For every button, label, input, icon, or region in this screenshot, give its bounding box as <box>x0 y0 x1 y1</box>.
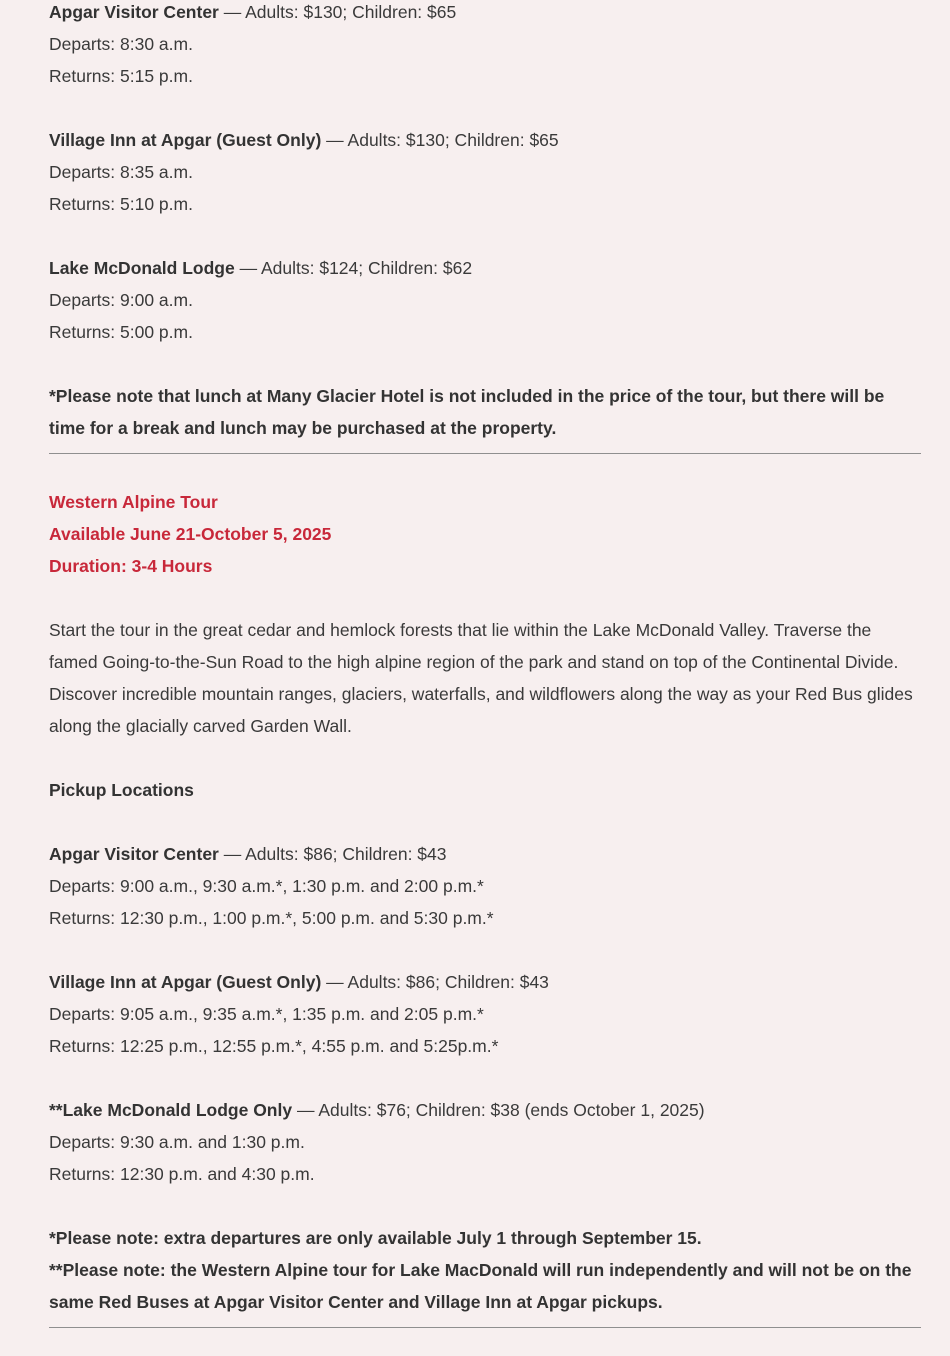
pickup-location-header <box>49 252 921 284</box>
departure-time: Departs: 9:05 a.m., 9:35 a.m.*, 1:35 p.m. and 2:05 p.m.* <box>49 1004 484 1024</box>
pickup-location <box>49 966 921 1062</box>
return-time: Returns: 5:00 p.m. <box>49 322 193 342</box>
departure-time: Departs: 9:00 a.m. <box>49 290 193 310</box>
pickup-location <box>49 0 921 92</box>
pickup-location-header <box>49 838 921 870</box>
pickup-location-price: — Adults: $86; Children: $43 <box>218 844 447 864</box>
pickup-location <box>49 252 921 348</box>
western-alpine-tour-section <box>49 454 921 1318</box>
pickup-location-name: Village Inn at Apgar (Guest Only) <box>49 130 322 150</box>
return-time: Returns: 5:15 p.m. <box>49 66 193 86</box>
pickup-location-name: Apgar Visitor Center <box>49 844 219 864</box>
departure-time: Departs: 8:30 a.m. <box>49 34 193 54</box>
pickup-location-price: — Adults: $130; Children: $65 <box>321 130 559 150</box>
tour-content <box>49 0 921 1328</box>
pickup-location-name: **Lake McDonald Lodge Only <box>49 1100 293 1120</box>
extra-departures-note: *Please note: extra departures are only available July 1 through September 15. <box>49 1228 702 1248</box>
lunch-note: *Please note that lunch at Many Glacier Hotel is not included in the price of the tour, but there will be time for a break and lunch may be purchased at the property. <box>49 386 885 438</box>
independent-bus-note: **Please note: the Western Alpine tour for Lake MacDonald will run independently and will not be on the same Red Buses at Apgar Visitor Center and Village Inn at Apgar pickups. <box>49 1260 912 1312</box>
departure-time: Departs: 9:00 a.m., 9:30 a.m.*, 1:30 p.m. and 2:00 p.m.* <box>49 876 484 896</box>
pickup-location-name: Lake McDonald Lodge <box>49 258 235 278</box>
pickup-location-header <box>49 0 921 28</box>
return-time: Returns: 12:25 p.m., 12:55 p.m.*, 4:55 p.m. and 5:25p.m.* <box>49 1036 499 1056</box>
tour1-pickup-list <box>49 0 921 444</box>
section-divider <box>49 1327 921 1328</box>
return-time: Returns: 12:30 p.m. and 4:30 p.m. <box>49 1164 315 1184</box>
pickup-location-header <box>49 966 921 998</box>
tour-duration: Duration: 3-4 Hours <box>49 556 213 576</box>
pickup-location-header <box>49 124 921 156</box>
pickup-location-price: — Adults: $76; Children: $38 (ends October 1, 2025) <box>292 1100 705 1120</box>
return-time: Returns: 12:30 p.m., 1:00 p.m.*, 5:00 p.m. and 5:30 p.m.* <box>49 908 494 928</box>
pickup-location <box>49 1094 921 1190</box>
tour-title: Western Alpine Tour <box>49 492 218 512</box>
pickup-locations-heading: Pickup Locations <box>49 780 194 800</box>
pickup-location-price: — Adults: $86; Children: $43 <box>321 972 549 992</box>
pickup-location-price: — Adults: $130; Children: $65 <box>218 2 457 22</box>
tour-availability: Available June 21-October 5, 2025 <box>49 524 332 544</box>
pickup-location <box>49 838 921 934</box>
departure-time: Departs: 9:30 a.m. and 1:30 p.m. <box>49 1132 305 1152</box>
pickup-location-name: Apgar Visitor Center <box>49 2 219 22</box>
pickup-location-price: — Adults: $124; Children: $62 <box>234 258 473 278</box>
return-time: Returns: 5:10 p.m. <box>49 194 193 214</box>
pickup-location-name: Village Inn at Apgar (Guest Only) <box>49 972 322 992</box>
pickup-location <box>49 124 921 220</box>
tour-description: Start the tour in the great cedar and hemlock forests that lie within the Lake McDonald Valley. Traverse the famed Going-to-the-Sun Road to the high alpine region of the park and stand on top of the Continental Divide. Discover incredible mountain ranges, glaciers, waterfalls, and wildflowers along the way as your Red Bus glides along the glacially carved Garden Wall. <box>49 620 913 736</box>
departure-time: Departs: 8:35 a.m. <box>49 162 193 182</box>
pickup-location-header <box>49 1094 921 1126</box>
